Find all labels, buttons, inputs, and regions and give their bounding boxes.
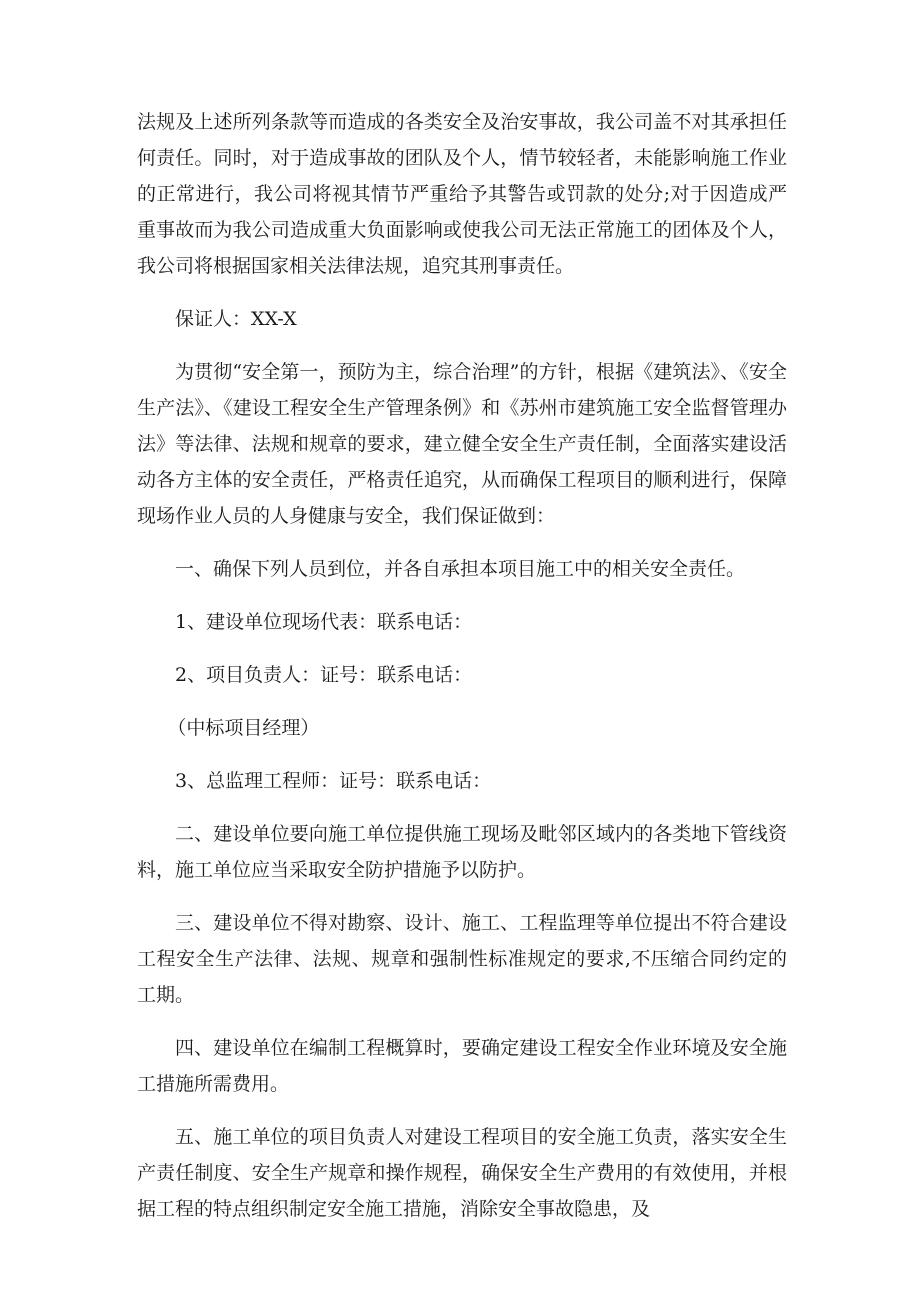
paragraph-intro: 为贯彻“安全第一，预防为主，综合治理”的方针，根据《建筑法》、《安全生产法》、《建设工程安全生产管理条例》和《苏州市建筑施工安全监督管理办法》等法律、法规和规章的要求，建立健全安全生产责任制，全面落实建设活动各方主体的安全责任，严格责任追究，从而确保工程项目的顺利进行，保障现场作业人员的人身健康与安全，我们保证做到： bbox=[137, 361, 787, 527]
paragraph-liability: 法规及上述所列条款等而造成的各类安全及治安事故，我公司盖不对其承担任何责任。同时，对于造成事故的团队及个人，情节较轻者，未能影响施工作业的正常进行，我公司将视其情节严重给予其警告或罚款的处分;对于因造成严重事故而为我公司造成重大负面影响或使我公司无法正常施工的团体及个人，我公司将根据国家相关法律法规，追究其刑事责任。 bbox=[137, 111, 787, 277]
document-page bbox=[137, 104, 787, 1244]
paragraph-item-4: 四、建设单位在编制工程概算时，要确定建设工程安全作业环境及安全施工措施所需费用。 bbox=[137, 1037, 787, 1095]
paragraph-item-1: 一、确保下列人员到位，并各自承担本项目施工中的相关安全责任。 bbox=[175, 558, 746, 580]
paragraph-project-manager-note: （中标项目经理） bbox=[167, 717, 320, 739]
paragraph-contact-site-rep: 1、建设单位现场代表：联系电话： bbox=[175, 611, 473, 633]
paragraph-item-5: 五、施工单位的项目负责人对建设工程项目的安全施工负责，落实安全生产责任制度、安全生产规章和操作规程，确保安全生产费用的有效使用，并根据工程的特点组织制定安全施工措施，消除安全事故隐患，及 bbox=[137, 1126, 787, 1220]
paragraph-item-3: 三、建设单位不得对勘察、设计、施工、工程监理等单位提出不符合建设工程安全生产法律、法规、规章和强制性标准规定的要求,不压缩合同约定的工期。 bbox=[137, 912, 787, 1006]
paragraph-contact-chief-supervisor: 3、总监理工程师：证号：联系电话： bbox=[175, 770, 492, 792]
paragraph-contact-project-lead: 2、项目负责人：证号：联系电话： bbox=[175, 664, 473, 686]
paragraph-guarantor: 保证人：XX-X bbox=[175, 308, 297, 330]
paragraph-item-2: 二、建设单位要向施工单位提供施工现场及毗邻区域内的各类地下管线资料，施工单位应当采取安全防护措施予以防护。 bbox=[137, 823, 787, 881]
